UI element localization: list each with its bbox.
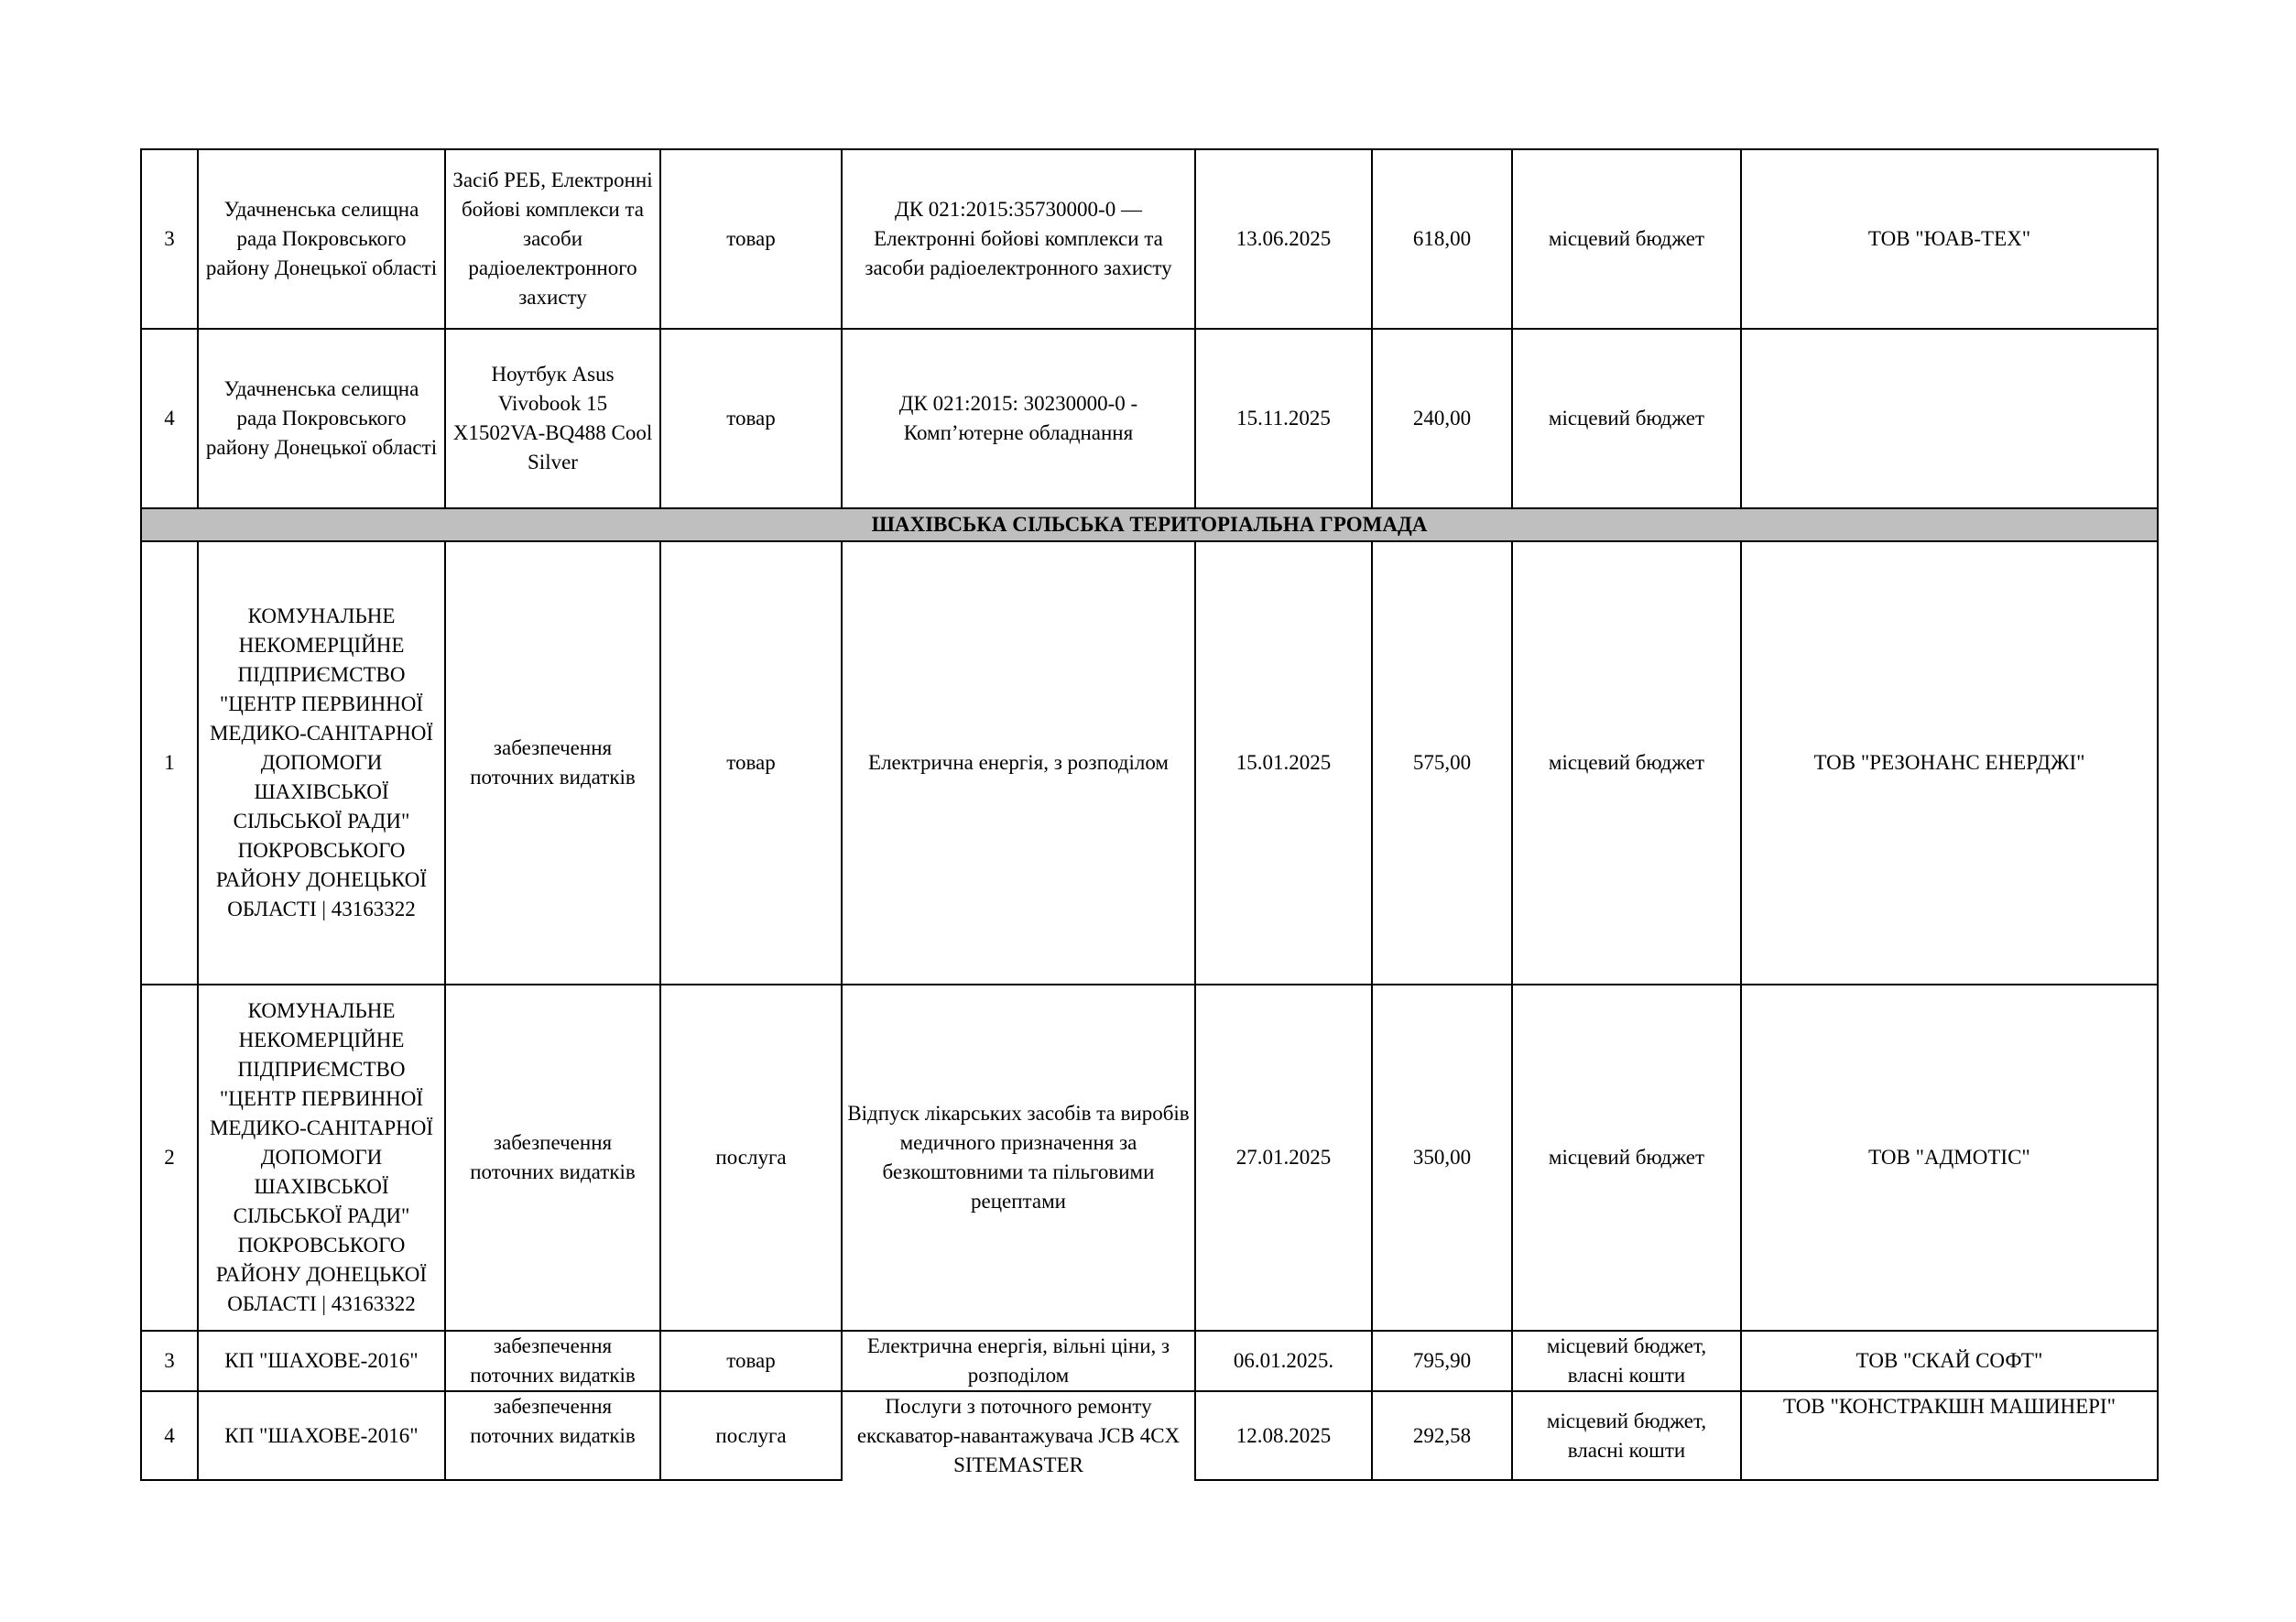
section-title: ШАХІВСЬКА СІЛЬСЬКА ТЕРИТОРІАЛЬНА ГРОМАДА: [141, 508, 2158, 541]
table-row: [141, 149, 2158, 329]
source-cell: місцевий бюджет, власні кошти: [1512, 1331, 1741, 1391]
supplier-cell: ТОВ "АДМОТІС": [1741, 985, 2158, 1331]
customer-cell: КОМУНАЛЬНЕ НЕКОМЕРЦІЙНЕ ПІДПРИЄМСТВО "ЦЕНТР ПЕРВИННОЇ МЕДИКО-САНІТАРНОЇ ДОПОМОГИ ШАХІВСЬКОЇ СІЛЬСЬКОЇ РАДИ" ПОКРОВСЬКОГО РАЙОНУ ДОНЕЦЬКОЇ ОБЛАСТІ | 43163322: [198, 541, 445, 985]
supplier-cell: [1741, 329, 2158, 508]
row-number: 2: [141, 985, 198, 1331]
procurement-table: [140, 148, 2159, 1481]
supplier-cell: ТОВ "СКАЙ СОФТ": [1741, 1331, 2158, 1391]
supplier-cell: ТОВ "КОНСТРАКШН МАШИНЕРІ": [1741, 1391, 2158, 1480]
code-cell: Послуги з поточного ремонту екскаватор-навантажувача JCB 4CX SITEMASTER: [842, 1391, 1195, 1480]
subject-cell: забезпечення поточних видатків: [445, 1331, 660, 1391]
date-cell: 06.01.2025.: [1195, 1331, 1372, 1391]
row-number: 1: [141, 541, 198, 985]
source-cell: місцевий бюджет: [1512, 541, 1741, 985]
customer-cell: Удачненська селищна рада Покровського району Донецької області: [198, 329, 445, 508]
row-number: 4: [141, 329, 198, 508]
customer-cell: Удачненська селищна рада Покровського району Донецької області: [198, 149, 445, 329]
kind-cell: послуга: [660, 985, 842, 1331]
supplier-cell: ТОВ "ЮАВ-ТЕХ": [1741, 149, 2158, 329]
amount-cell: 618,00: [1372, 149, 1512, 329]
code-cell: Електрична енергія, з розподілом: [842, 541, 1195, 985]
kind-cell: товар: [660, 1331, 842, 1391]
date-cell: 13.06.2025: [1195, 149, 1372, 329]
subject-cell: забезпечення поточних видатків: [445, 985, 660, 1331]
subject-cell: забезпечення поточних видатків: [445, 1391, 660, 1480]
supplier-cell: ТОВ "РЕЗОНАНС ЕНЕРДЖІ": [1741, 541, 2158, 985]
row-number: 4: [141, 1391, 198, 1480]
amount-cell: 240,00: [1372, 329, 1512, 508]
code-cell: ДК 021:2015: 30230000-0 - Комп’ютерне обладнання: [842, 329, 1195, 508]
date-cell: 15.01.2025: [1195, 541, 1372, 985]
kind-cell: товар: [660, 149, 842, 329]
table-row: [141, 329, 2158, 508]
date-cell: 27.01.2025: [1195, 985, 1372, 1331]
code-cell: Відпуск лікарських засобів та виробів медичного призначення за безкоштовними та пільговими рецептами: [842, 985, 1195, 1331]
row-number: 3: [141, 149, 198, 329]
kind-cell: товар: [660, 329, 842, 508]
customer-cell: КОМУНАЛЬНЕ НЕКОМЕРЦІЙНЕ ПІДПРИЄМСТВО "ЦЕНТР ПЕРВИННОЇ МЕДИКО-САНІТАРНОЇ ДОПОМОГИ ШАХІВСЬКОЇ СІЛЬСЬКОЇ РАДИ" ПОКРОВСЬКОГО РАЙОНУ ДОНЕЦЬКОЇ ОБЛАСТІ | 43163322: [198, 985, 445, 1331]
subject-cell: забезпечення поточних видатків: [445, 541, 660, 985]
amount-cell: 795,90: [1372, 1331, 1512, 1391]
table-row: [141, 1391, 2158, 1480]
table-row: [141, 985, 2158, 1331]
code-cell: Електрична енергія, вільні ціни, з розподілом: [842, 1331, 1195, 1391]
source-cell: місцевий бюджет: [1512, 985, 1741, 1331]
amount-cell: 292,58: [1372, 1391, 1512, 1480]
code-cell: ДК 021:2015:35730000-0 — Електронні бойові комплекси та засоби радіоелектронного захисту: [842, 149, 1195, 329]
subject-cell: Ноутбук Asus Vivobook 15 X1502VA-BQ488 Cool Silver: [445, 329, 660, 508]
source-cell: місцевий бюджет: [1512, 149, 1741, 329]
date-cell: 15.11.2025: [1195, 329, 1372, 508]
date-cell: 12.08.2025: [1195, 1391, 1372, 1480]
kind-cell: послуга: [660, 1391, 842, 1480]
amount-cell: 575,00: [1372, 541, 1512, 985]
row-number: 3: [141, 1331, 198, 1391]
amount-cell: 350,00: [1372, 985, 1512, 1331]
table-row: [141, 1331, 2158, 1391]
table-row: [141, 541, 2158, 985]
source-cell: місцевий бюджет, власні кошти: [1512, 1391, 1741, 1480]
subject-cell: Засіб РЕБ, Електронні бойові комплекси та засоби радіоелектронного захисту: [445, 149, 660, 329]
customer-cell: КП "ШАХОВЕ-2016": [198, 1391, 445, 1480]
source-cell: місцевий бюджет: [1512, 329, 1741, 508]
section-header-row: [141, 508, 2158, 541]
kind-cell: товар: [660, 541, 842, 985]
customer-cell: КП "ШАХОВЕ-2016": [198, 1331, 445, 1391]
